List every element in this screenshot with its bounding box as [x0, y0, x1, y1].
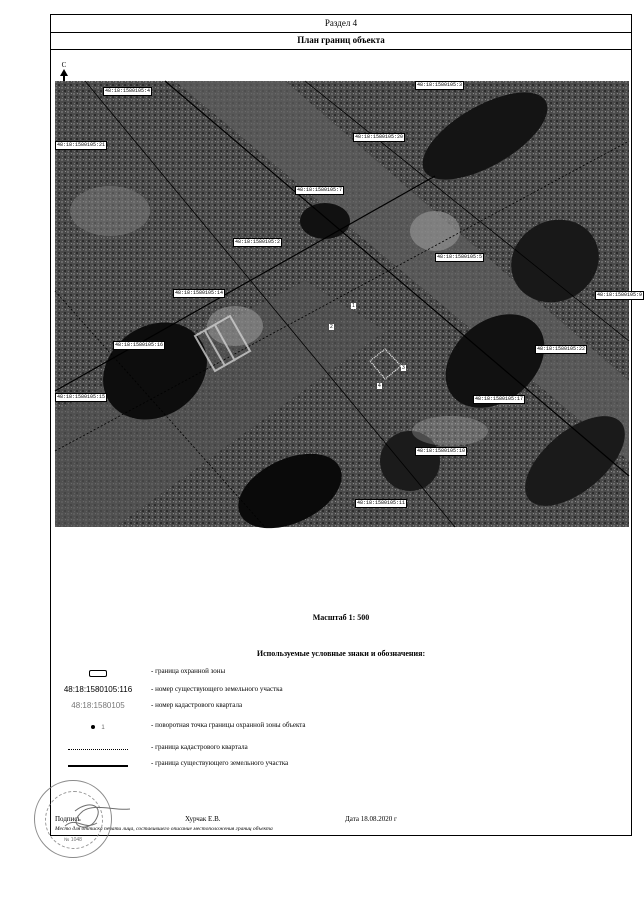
- legend-row: [51, 759, 631, 771]
- compass-north-label: С: [61, 61, 67, 69]
- parcel-label: 48:18:1580105:22: [537, 346, 586, 352]
- legend-description: - граница охранной зоны: [151, 667, 226, 675]
- legend-row: [51, 743, 631, 755]
- map-scale: Масштаб 1: 500: [312, 613, 370, 622]
- parcel-label: 48:18:1580105:2: [235, 239, 281, 245]
- aerial-map[interactable]: [55, 81, 643, 527]
- stamp-note: Место для оттиска печати лица, составившего описание местоположения границ объекта: [55, 826, 273, 832]
- legend-description: - граница существующего земельного участка: [151, 759, 289, 767]
- parcel-label: 48:18:1580105:21: [57, 142, 106, 148]
- turning-point-icon: [51, 721, 145, 731]
- legend-description: - граница кадастрового квартала: [151, 743, 248, 751]
- legend-row: [51, 667, 631, 679]
- seal-stamp: [34, 780, 112, 858]
- legend-symbol: 48:18:1580105: [71, 701, 125, 710]
- dotted-line-icon: [51, 743, 145, 752]
- signature-line: [55, 815, 629, 823]
- turning-point-label: 3: [402, 365, 405, 371]
- turning-point-label: 1: [352, 303, 355, 309]
- turning-point-symbol: 1: [101, 725, 105, 731]
- stamp-number: № 1048: [64, 837, 82, 843]
- legend-row: [51, 721, 631, 733]
- zone-boundary-icon: [51, 667, 145, 679]
- legend-description: - номер существующего земельного участка: [151, 685, 283, 693]
- legend-row: [51, 685, 631, 697]
- legend-description: - номер кадастрового квартала: [151, 701, 243, 709]
- legend-description: - поворотная точка границы охранной зоны объекта: [151, 721, 306, 729]
- parcel-label: 48:18:1580105:3: [417, 82, 463, 88]
- parcel-label: 48:18:1580105:11: [357, 500, 406, 506]
- legend-symbol: 48:18:1580105:116: [63, 685, 133, 694]
- turning-point-label: 4: [378, 383, 381, 389]
- signature-label: Подпись: [55, 815, 81, 823]
- legend-title: Используемые условные знаки и обозначения:: [256, 649, 426, 658]
- solid-line-icon: [51, 759, 145, 769]
- signature-scribble-icon: [35, 781, 111, 857]
- parcel-label: 48:18:1580105:20: [355, 134, 404, 140]
- parcel-label: 48:18:1580105:5: [437, 254, 483, 260]
- parcel-label: 48:18:1580105:10: [417, 448, 466, 454]
- page-frame: [50, 14, 643, 836]
- parcel-label: 48:18:1580105:9: [597, 292, 643, 298]
- turning-point-label: 2: [330, 324, 333, 330]
- parcel-label: 48:18:1580105:7: [297, 187, 343, 193]
- section-header: Раздел 4: [51, 15, 631, 33]
- parcel-label: 48:18:1580105:17: [475, 396, 524, 402]
- parcel-label: 48:18:1580105:4: [105, 88, 151, 94]
- signer-name: Хурчак Е.В.: [185, 815, 221, 823]
- signature-date: Дата 18.08.2020 г: [345, 815, 397, 823]
- parcel-label: 48:18:1580105:15: [57, 394, 106, 400]
- parcel-label: 48:18:1580105:16: [115, 342, 164, 348]
- parcel-label: 48:18:1580105:14: [175, 290, 224, 296]
- legend-row: [51, 701, 631, 713]
- aerial-photo: [55, 81, 629, 527]
- page-title: План границ объекта: [51, 32, 631, 50]
